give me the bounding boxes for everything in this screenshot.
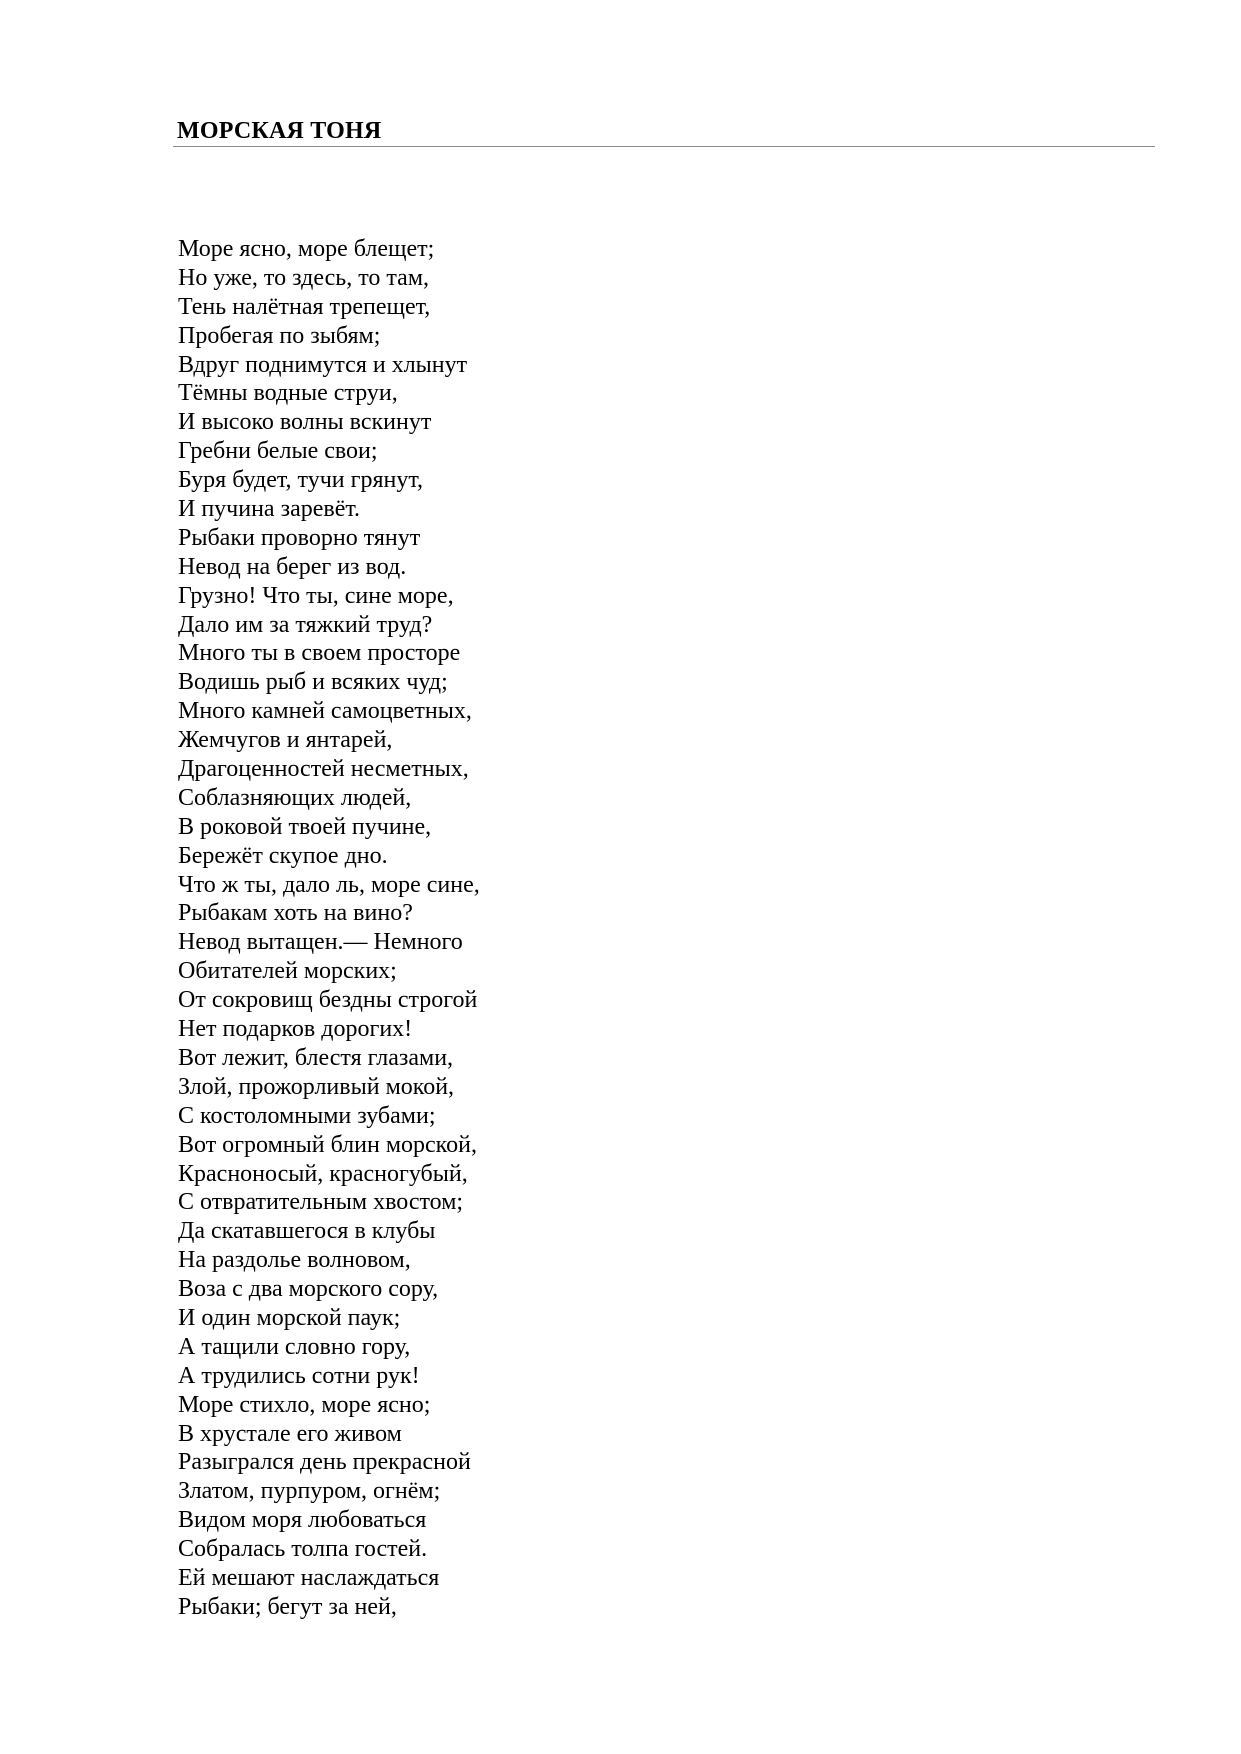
- poem-line: А трудились сотни рук!: [178, 1362, 420, 1389]
- poem-line: Грузно! Что ты, сине море,: [178, 582, 454, 609]
- poem-line: На раздолье волновом,: [178, 1247, 411, 1274]
- poem-line: С отвратительным хвостом;: [178, 1189, 464, 1216]
- poem-line: Много камней самоцветных,: [178, 698, 472, 725]
- poem-line: Вот лежит, блестя глазами,: [178, 1044, 454, 1071]
- poem-line: Буря будет, тучи грянут,: [178, 467, 424, 494]
- poem-line: Воза с два морского сору,: [178, 1276, 439, 1303]
- poem-line: Видом моря любоваться: [178, 1507, 427, 1534]
- poem-line: Море ясно, море блещет;: [178, 236, 435, 262]
- poem-line: Обитателей морских;: [178, 958, 397, 985]
- poem-line: Гребни белые свои;: [178, 438, 378, 465]
- poem-line: Что ж ты, дало ль, море сине,: [178, 871, 480, 898]
- poem-line: Водишь рыб и всяких чуд;: [178, 669, 448, 696]
- page-title: МОРСКАЯ ТОНЯ: [177, 118, 382, 144]
- poem-line: И высоко волны вскинут: [178, 409, 432, 436]
- poem-line: Злой, прожорливый мокой,: [178, 1073, 455, 1100]
- poem-line: Златом, пурпуром, огнём;: [178, 1478, 441, 1505]
- poem-line: Жемчугов и янтарей,: [178, 727, 393, 754]
- poem-line: Но уже, то здесь, то там,: [178, 264, 430, 291]
- poem-line: Дало им за тяжкий труд?: [178, 611, 433, 638]
- poem-line: В хрустале его живом: [178, 1420, 402, 1447]
- poem-line: Рыбакам хоть на вино?: [178, 900, 413, 927]
- poem-text: [178, 235, 480, 1622]
- poem-line: Море стихло, море ясно;: [178, 1391, 431, 1418]
- poem-line: Вдруг поднимутся и хлынут: [178, 351, 468, 378]
- poem-line: Да скатавшегося в клубы: [178, 1218, 436, 1245]
- poem-line: И пучина заревёт.: [178, 496, 361, 523]
- poem-line: Пробегая по зыбям;: [178, 322, 381, 349]
- poem-line: В роковой твоей пучине,: [178, 813, 432, 840]
- poem-line: Невод на берег из вод.: [178, 553, 407, 580]
- poem-line: Много ты в своем просторе: [178, 640, 461, 667]
- poem-line: Бережёт скупое дно.: [178, 842, 388, 869]
- poem-line: А тащили словно гору,: [178, 1333, 411, 1360]
- poem-line: С костоломными зубами;: [178, 1102, 436, 1129]
- poem-line: Невод вытащен.— Немного: [178, 929, 463, 956]
- poem-line: И один морской паук;: [178, 1304, 401, 1331]
- poem-line: Вот огромный блин морской,: [178, 1131, 477, 1158]
- poem-line: Драгоценностей несметных,: [178, 756, 469, 783]
- poem-line: Соблазняющих людей,: [178, 784, 412, 811]
- poem-line: Разыгрался день прекрасной: [178, 1449, 471, 1476]
- poem-line: Нет подарков дорогих!: [178, 1016, 413, 1043]
- poem-line: Тень налётная трепещет,: [178, 293, 431, 320]
- poem-line: Красноносый, красногубый,: [178, 1160, 468, 1187]
- poem-line: Тёмны водные струи,: [178, 380, 398, 407]
- title-divider: [173, 146, 1155, 147]
- poem-line: Собралась толпа гостей.: [178, 1536, 428, 1563]
- poem-line: От сокровищ бездны строгой: [178, 987, 478, 1014]
- poem-line: Рыбаки; бегут за ней,: [178, 1593, 397, 1620]
- poem-line: Рыбаки проворно тянут: [178, 524, 421, 551]
- poem-line: Ей мешают наслаждаться: [178, 1564, 440, 1591]
